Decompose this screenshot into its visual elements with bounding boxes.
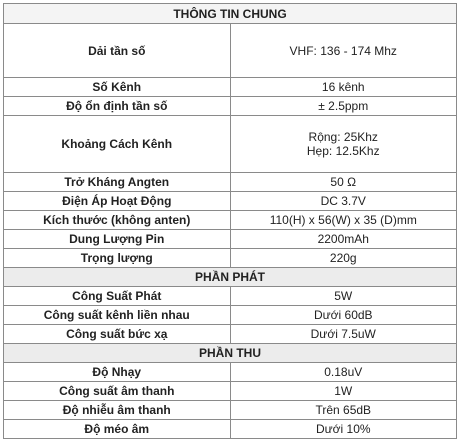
spec-value: ± 2.5ppm bbox=[230, 97, 457, 116]
spec-value: 5W bbox=[230, 287, 457, 306]
spec-value: DC 3.7V bbox=[230, 192, 457, 211]
section-title-general: THÔNG TIN CHUNG bbox=[4, 4, 457, 24]
spec-value: Trên 65dB bbox=[230, 401, 457, 420]
spec-label: Công suất âm thanh bbox=[4, 382, 231, 401]
section-header-row bbox=[4, 268, 457, 287]
spec-value: 50 Ω bbox=[230, 173, 457, 192]
spec-value-line: Rộng: 25Khz bbox=[308, 130, 378, 144]
spec-label: Khoảng Cách Kênh bbox=[4, 116, 231, 173]
table-row bbox=[4, 287, 457, 306]
table-row bbox=[4, 173, 457, 192]
spec-table bbox=[3, 3, 457, 439]
table-row bbox=[4, 363, 457, 382]
spec-value: 16 kênh bbox=[230, 78, 457, 97]
spec-label: Trở Kháng Angten bbox=[4, 173, 231, 192]
spec-label: Công suất bức xạ bbox=[4, 325, 231, 344]
spec-value: VHF: 136 - 174 Mhz bbox=[230, 24, 457, 78]
table-row bbox=[4, 420, 457, 439]
table-row bbox=[4, 97, 457, 116]
spec-value: Dưới 10% bbox=[230, 420, 457, 439]
spec-value: 2200mAh bbox=[230, 230, 457, 249]
table-row bbox=[4, 192, 457, 211]
spec-label: Công suất kênh liền nhau bbox=[4, 306, 231, 325]
table-row bbox=[4, 249, 457, 268]
spec-label: Dung Lượng Pin bbox=[4, 230, 231, 249]
spec-label: Số Kênh bbox=[4, 78, 231, 97]
table-row bbox=[4, 24, 457, 78]
spec-value-multiline bbox=[230, 116, 457, 173]
spec-value: 220g bbox=[230, 249, 457, 268]
table-row bbox=[4, 382, 457, 401]
section-header-row bbox=[4, 344, 457, 363]
spec-value: Dưới 7.5uW bbox=[230, 325, 457, 344]
spec-value: 1W bbox=[230, 382, 457, 401]
spec-label: Độ méo âm bbox=[4, 420, 231, 439]
section-title-receive: PHẦN THU bbox=[4, 344, 457, 363]
table-row bbox=[4, 401, 457, 420]
section-title-transmit: PHẦN PHÁT bbox=[4, 268, 457, 287]
spec-value: 110(H) x 56(W) x 35 (D)mm bbox=[230, 211, 457, 230]
spec-label: Kích thước (không anten) bbox=[4, 211, 231, 230]
spec-label: Độ nhiễu âm thanh bbox=[4, 401, 231, 420]
table-row bbox=[4, 306, 457, 325]
spec-label: Công Suất Phát bbox=[4, 287, 231, 306]
table-row bbox=[4, 230, 457, 249]
spec-label: Độ Nhạy bbox=[4, 363, 231, 382]
spec-value: 0.18uV bbox=[230, 363, 457, 382]
spec-label: Trọng lượng bbox=[4, 249, 231, 268]
section-header-row bbox=[4, 4, 457, 24]
table-row bbox=[4, 211, 457, 230]
table-row bbox=[4, 116, 457, 173]
table-row bbox=[4, 325, 457, 344]
spec-label: Độ ổn định tần số bbox=[4, 97, 231, 116]
spec-label: Dải tần số bbox=[4, 24, 231, 78]
spec-value-line: Hẹp: 12.5Khz bbox=[306, 144, 380, 158]
table-row bbox=[4, 78, 457, 97]
spec-label: Điện Áp Hoạt Động bbox=[4, 192, 231, 211]
spec-value: Dưới 60dB bbox=[230, 306, 457, 325]
